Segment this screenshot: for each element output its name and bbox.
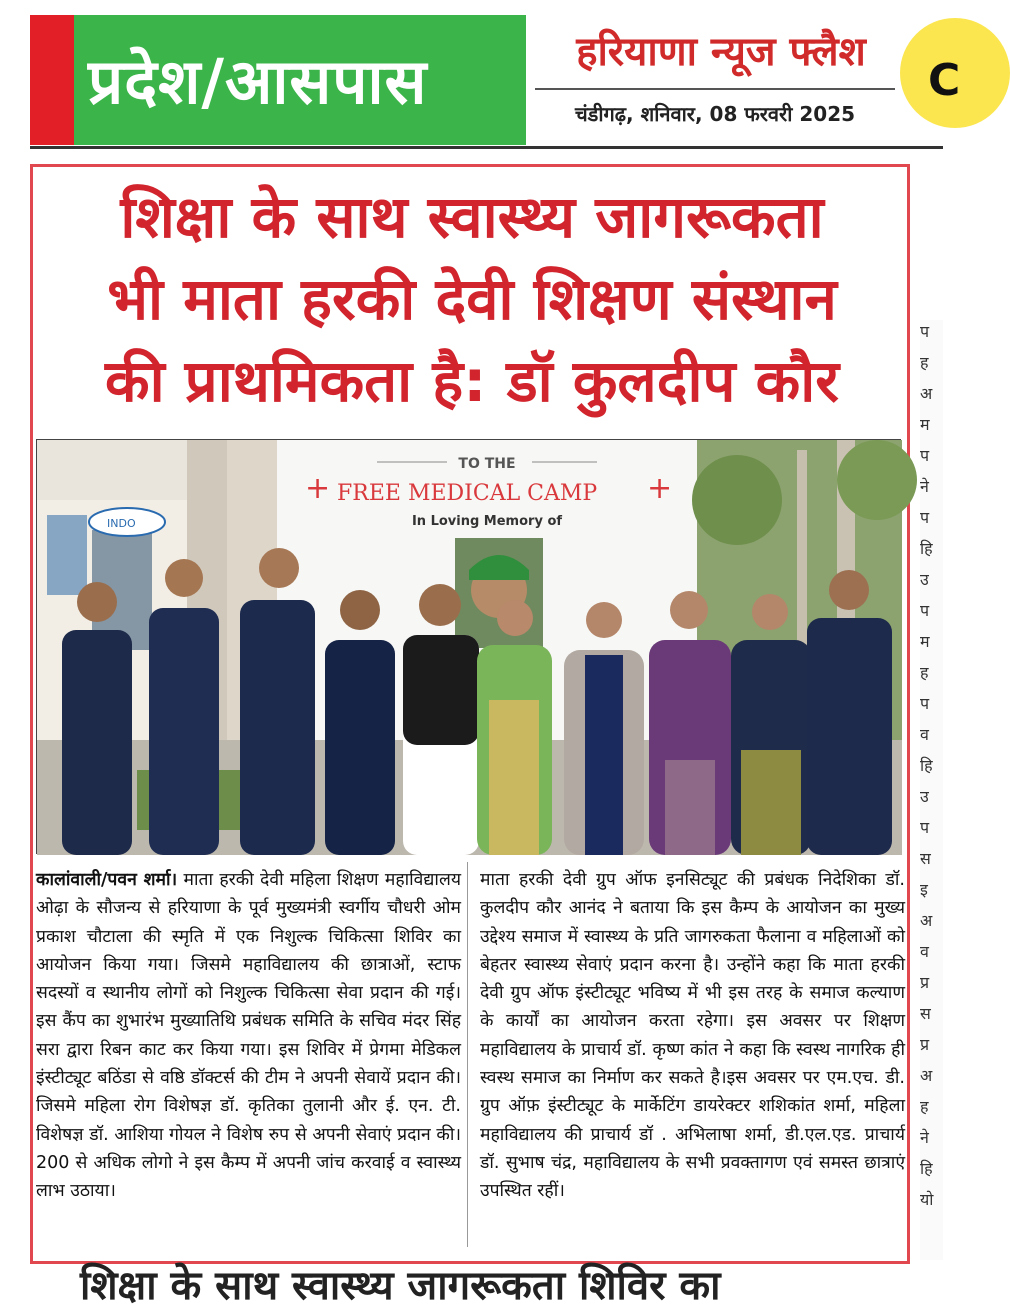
adjacent-column-fragment: अ xyxy=(920,384,933,403)
plus-icon: + xyxy=(647,471,673,506)
adjacent-column-fragment: हि xyxy=(920,756,933,775)
adjacent-column-fragment: व xyxy=(920,725,929,744)
event-photo xyxy=(36,439,901,854)
plus-icon: + xyxy=(305,471,331,506)
adjacent-column-fragment: उ xyxy=(920,570,929,589)
headline-line: की प्राथमिकता है: डॉ कुलदीप कौर xyxy=(105,347,839,415)
headline-line: शिक्षा के साथ स्वास्थ्य जागरूकता xyxy=(120,183,824,251)
adjacent-column-fragment: स xyxy=(920,849,931,868)
adjacent-column-fragment: स xyxy=(920,1004,931,1023)
adjacent-column-fragment: यो xyxy=(920,1190,934,1209)
adjacent-column-fragment: प xyxy=(920,694,930,713)
logo-letter: C xyxy=(928,55,961,106)
adjacent-column-fragment: ह xyxy=(920,1097,929,1116)
adjacent-column-fragment: इ xyxy=(920,880,928,899)
adjacent-column-fragment: ह xyxy=(920,663,929,682)
adjacent-column-fragment: हि xyxy=(920,539,933,558)
adjacent-column-fragment: व xyxy=(920,942,929,961)
event-photo-illustration xyxy=(37,440,902,855)
banner-line-2: FREE MEDICAL CAMP xyxy=(337,481,598,506)
adjacent-column-fragment: प xyxy=(920,446,930,465)
adjacent-column-fragment: प xyxy=(920,818,930,837)
newspaper-name: हरियाणा न्यूज फ्लैश xyxy=(576,29,866,75)
adjacent-column-fragment: ह xyxy=(920,353,929,372)
article-headline xyxy=(42,176,902,422)
masthead-rule xyxy=(535,88,895,90)
adjacent-column xyxy=(920,320,943,1260)
banner-line-3: In Loving Memory of xyxy=(411,514,563,529)
adjacent-column-fragment: प्र xyxy=(920,1035,930,1054)
column-divider xyxy=(467,862,468,1247)
byline: कालांवाली/पवन शर्मा। xyxy=(36,870,178,890)
adjacent-column-fragment: अ xyxy=(920,911,933,930)
adjacent-column-fragment: उ xyxy=(920,787,929,806)
header-divider xyxy=(30,146,943,149)
article-column-right xyxy=(480,866,905,1206)
adjacent-column-fragment: म xyxy=(920,632,930,651)
adjacent-column-fragment: प xyxy=(920,601,930,620)
section-color-block xyxy=(30,15,74,145)
adjacent-column-fragment: प्र xyxy=(920,973,930,992)
body-text-right: माता हरकी देवी ग्रुप ऑफ इनसिट्यूट की प्रबंधक निदेशिका डॉ. कुलदीप कौर आनंद ने बताया कि इस कैम्प के आयोजन का मुख्य उद्देश्य समाज में स्वास्थ्य के प्रति जागरुकता फैलाना व महिलाओं को बेहतर स्वास्थ्य सेवाएं प्रदान करना है। उन्होंने कहा कि माता हरकी देवी ग्रुप ऑफ इंस्टीट्यूट भविष्य में भी इस तरह के समाज कल्याण के कार्यों का आयोजन करता रहेगा। इस अवसर पर शिक्षण महाविद्यालय के प्राचार्य डॉ. कृष्ण कांत ने कहा कि स्वस्थ नागरिक ही स्वस्थ समाज का निर्माण कर सकते है।इस अवसर पर एम.एच. डी. ग्रुप ऑफ़ इंस्टीट्यूट के मार्केटिंग डायरेक्टर शशिकांत शर्मा, महिला महाविद्यालय की प्राचार्य डॉ . अभिलाषा शर्मा, डी.एल.एड. प्राचार्य डॉ. सुभाष चंद्र, महाविद्यालय के सभी प्रवक्तागण एवं समस्त छात्राएं उपस्थित रहीं। xyxy=(480,870,905,1202)
adjacent-column-fragment: ने xyxy=(920,477,929,496)
next-article-headline xyxy=(80,1262,930,1309)
adjacent-column-fragment: अ xyxy=(920,1066,933,1085)
section-title: प्रदेश/आसपास xyxy=(88,45,428,118)
section-banner xyxy=(74,15,526,145)
adjacent-column-fragment: प xyxy=(920,322,930,341)
headline-line: भी माता हरकी देवी शिक्षण संस्थान xyxy=(107,265,837,333)
adjacent-column-fragment: प xyxy=(920,508,930,527)
article-column-left xyxy=(36,866,461,1206)
body-text-left: माता हरकी देवी महिला शिक्षण महाविद्यालय ओढ़ा के सौजन्य से हरियाणा के पूर्व मुख्यमंत्री स्वर्गीय चौधरी ओम प्रकाश चौटाला की स्मृति में एक निशुल्क चिकित्सा शिविर का आयोजन किया गया। जिसमे महाविद्यालय की छात्राओं, स्टाफ सदस्यों व स्थानीय लोगों को निशुल्क चिकित्सा सेवा प्रदान की गई। इस कैंप का शुभारंभ मुख्यातिथि प्रबंधक समिति के सचिव मंदर सिंह सरा द्वारा रिबन काट कर किया गया। इस शिविर में प्रेगमा मेडिकल इंस्टीट्यूट बठिंडा से वष्ठि डॉक्टर्स की टीम ने अपनी सेवायें प्रदान की। जिसमे महिला रोग विशेषज्ञ डॉ. कृतिका तुलानी और ई. एन. टी. विशेषज्ञ डॉ. आशिया गोयल ने विशेष रुप से अपनी सेवाएं प्रदान की। 200 से अधिक लोगो ने इस कैम्प में अपनी जांच करवाई व स्वास्थ्य लाभ उठाया। xyxy=(36,870,461,1202)
next-headline-text: शिक्षा के साथ स्वास्थ्य जागरूकता शिविर का xyxy=(80,1263,721,1309)
building-sign: INDO xyxy=(107,517,136,530)
banner-line-1: TO THE xyxy=(458,456,516,472)
adjacent-column-fragment: म xyxy=(920,415,930,434)
adjacent-column-fragment: ने xyxy=(920,1128,929,1147)
dateline: चंडीगढ़, शनिवार, 08 फरवरी 2025 xyxy=(574,102,856,126)
adjacent-column-fragment: हि xyxy=(920,1159,933,1178)
